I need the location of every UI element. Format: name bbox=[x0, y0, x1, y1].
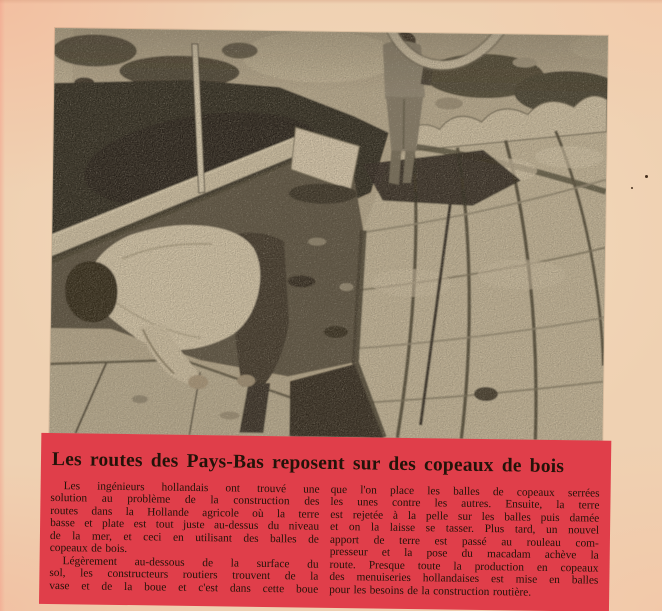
photo bbox=[49, 28, 608, 441]
body-text-line: pour les besoins de la construction routière. bbox=[329, 583, 532, 599]
headline: Les routes des Pays-Bas reposent sur des copeaux de bois bbox=[51, 449, 565, 478]
caption-box bbox=[39, 433, 611, 611]
body-text-line: Les ingénieurs hollandais ont trouvé une bbox=[63, 480, 320, 496]
body-text-line: routes dans la Hollande agricole où la terre bbox=[50, 504, 320, 521]
body-text-line: que l'on place les balles de copeaux serrées bbox=[330, 483, 600, 500]
paper-speck bbox=[645, 175, 648, 178]
construction-photo-svg bbox=[49, 28, 608, 441]
body-text-line: des menuiseries hollandaises est mise en balles bbox=[329, 571, 599, 587]
body-text-line: route. Presque toute la production en copeaux bbox=[329, 558, 599, 575]
body-text-line: et on la laisse se tasser. Plus tard, un nouvel bbox=[330, 521, 600, 538]
body-text-line: copeaux de bois. bbox=[49, 542, 128, 556]
body-text-line: Légèrement au-dessous de la surface du bbox=[62, 554, 319, 571]
body-text-line: vase et de la boue et c'est dans cette boue bbox=[49, 579, 319, 596]
body-text-line: est rejetée à la pelle sur les balles puis damée bbox=[330, 508, 600, 525]
film-grain-light bbox=[49, 28, 608, 441]
body-text-line: de la mer, et ceci en utilisant des balles de bbox=[49, 529, 319, 546]
body-text-line: sol, les constructeurs routiers trouvent de la bbox=[49, 567, 319, 583]
body-text-line: apport de terre est passé au rouleau com- bbox=[329, 533, 599, 550]
body-text-line: presseur et la pose du macadam achève la bbox=[329, 546, 599, 562]
body-text-line: solution au problème de la construction des bbox=[50, 492, 320, 509]
paper-speck bbox=[631, 187, 633, 189]
caption-column-left bbox=[49, 480, 320, 596]
body-text-line: basse et plate est tout juste au-dessus du niveau bbox=[50, 517, 320, 534]
caption-column-right bbox=[329, 484, 600, 600]
body-text-line: les unes contre les autres. Ensuite, la terre bbox=[330, 496, 600, 513]
caption-columns bbox=[49, 480, 601, 600]
